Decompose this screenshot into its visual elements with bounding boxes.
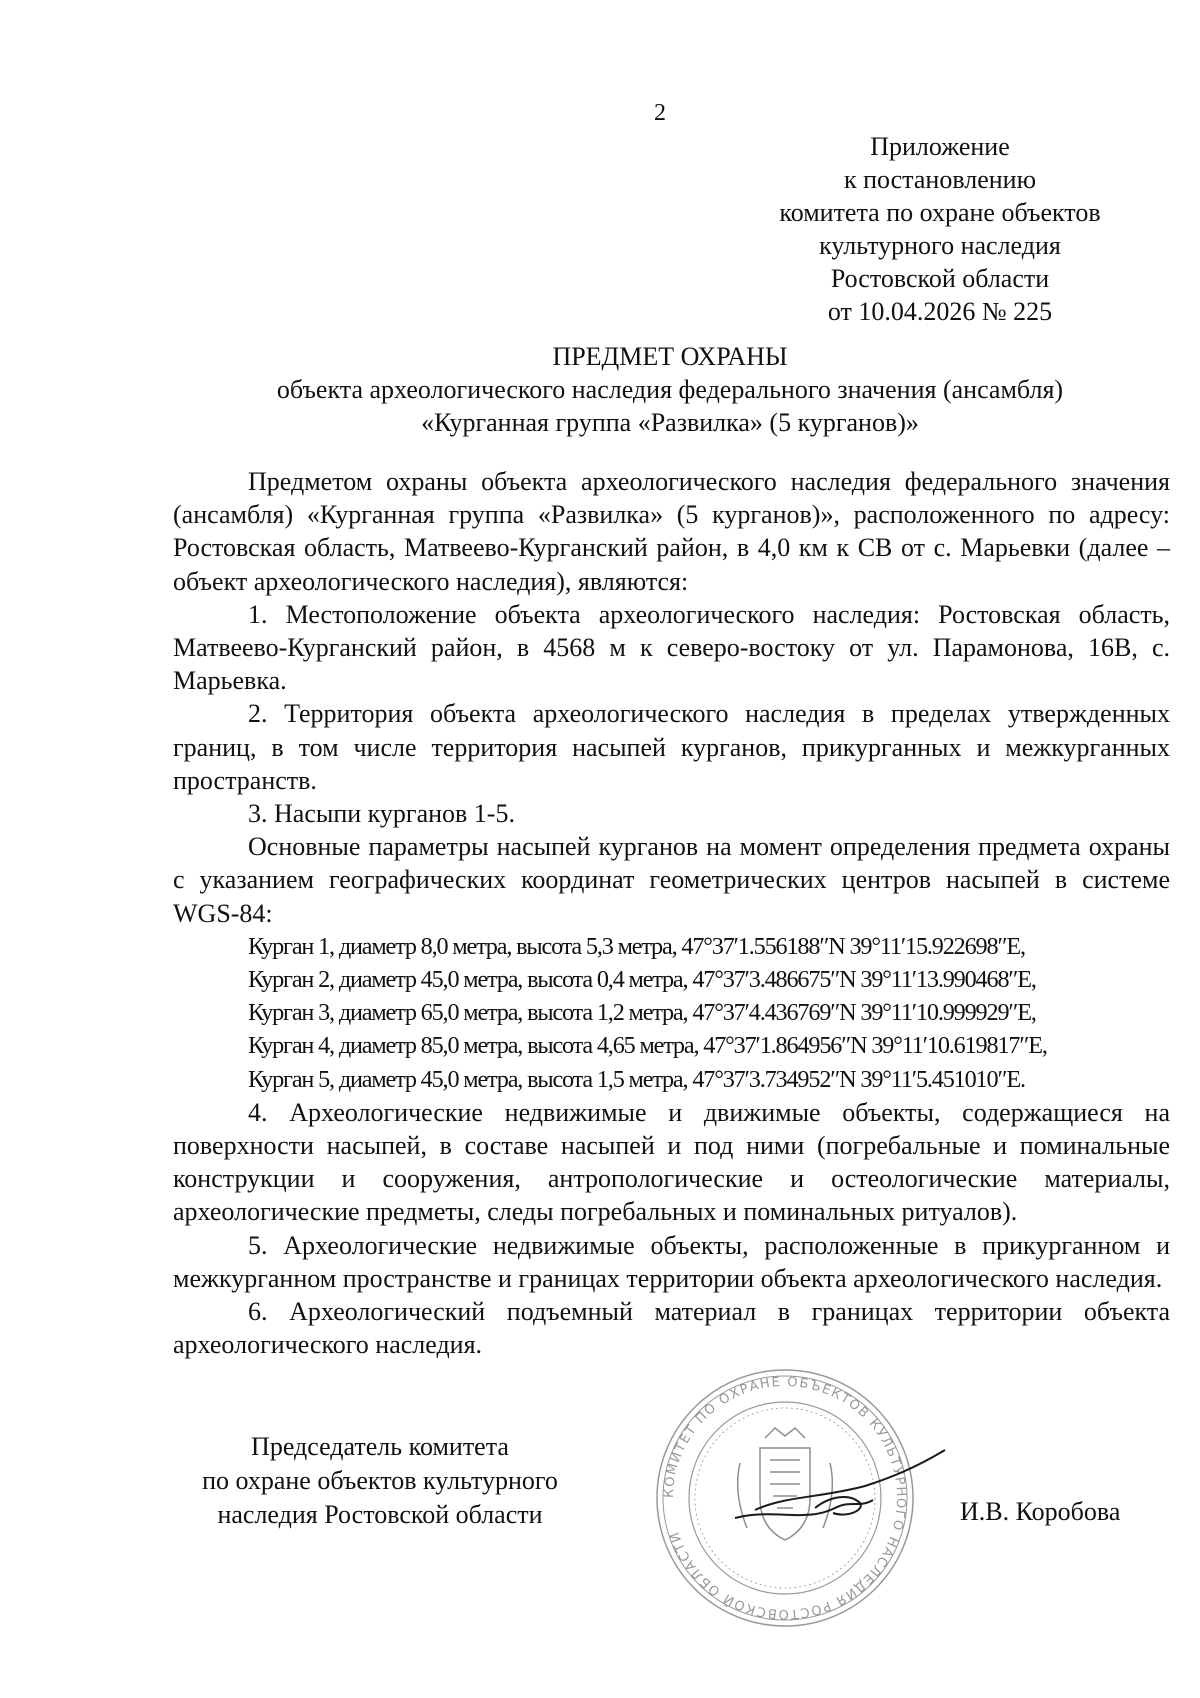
title-subtitle: объекта археологического наследия федерального значения (ансамбля) — [276, 375, 1064, 404]
stamp-ring-text: КОМИТЕТ ПО ОХРАНЕ ОБЪЕКТОВ КУЛЬТУРНОГО НАСЛЕДИЯ РОСТОВСКОЙ ОБЛАСТИ — [661, 1374, 909, 1622]
mound-line: Курган 1, диаметр 8,0 метра, высота 5,3 метра, 47°37′1.556188″N 39°11′15.922698″E, — [248, 932, 1025, 960]
mound-params-intro: Основные параметры насыпей курганов на момент определения предмета охраны с указанием географических координат геометрических центров насыпей в системе WGS-84: — [173, 832, 1170, 928]
mound-line: Курган 2, диаметр 45,0 метра, высота 0,4 метра, 47°37′3.486675″N 39°11′13.990468″E, — [248, 966, 1036, 994]
intro-paragraph: Предметом охраны объекта археологического наследия федерального значения (ансамбля) «Курганная группа «Развилка» (5 курганов)», расположенного по адресу: Ростовская область, Матвеево-Курганский район, в 4,0 км к СВ от с. Марьевки (далее – объект археологического наследия), являются: — [173, 467, 1170, 596]
mound-line: Курган 5, диаметр 45,0 метра, высота 1,5 метра, 47°37′3.734952″N 39°11′5.451010″E. — [248, 1065, 1025, 1093]
title-object-name: «Курганная группа «Развилка» (5 курганов)» — [421, 408, 919, 437]
appendix-line: к постановлению — [843, 165, 1037, 194]
signatory-position-line: по охране объектов культурного — [202, 1466, 558, 1495]
title-heading: ПРЕДМЕТ ОХРАНЫ — [552, 342, 788, 371]
official-stamp — [615, 1368, 955, 1628]
mound-line: Курган 3, диаметр 65,0 метра, высота 1,2 метра, 47°37′4.436769″N 39°11′10.999929″E, — [248, 999, 1036, 1027]
item-immovable-objects: 5. Археологические недвижимые объекты, расположенные в прикурганном и межкурганном пространстве и границах территории объекта археологического наследия. — [173, 1230, 1170, 1293]
appendix-header — [760, 130, 1120, 328]
appendix-line: Приложение — [870, 132, 1010, 161]
signatory-position-line: наследия Ростовской области — [217, 1500, 543, 1529]
item-objects: 4. Археологические недвижимые и движимые объекты, содержащиеся на поверхности насыпей, в составе насыпей и под ними (погребальные и поминальные конструкции и сооружения, антропологические и остеологические материалы, археологические предметы, следы погребальных и поминальных ритуалов). — [173, 1097, 1170, 1227]
item-location: 1. Местоположение объекта археологического наследия: Ростовская область, Матвеево-Курганский район, в 4568 м к северо-востоку от ул. Парамонова, 16В, с. Марьевка. — [173, 599, 1170, 696]
appendix-date-number: от 10.04.2026 № 225 — [827, 297, 1053, 326]
item-territory: 2. Территория объекта археологического наследия в пределах утвержденных границ, в том числе территория насыпей курганов, прикурганных и межкурганных пространств. — [173, 699, 1170, 795]
signature-scribble — [735, 1450, 945, 1518]
document-title — [175, 340, 1165, 439]
appendix-line: Ростовской области — [830, 264, 1050, 293]
item-mounds: 3. Насыпи курганов 1-5. — [248, 799, 515, 829]
signatory-name: И.В. Коробова — [960, 1497, 1121, 1526]
page-number: 2 — [654, 100, 666, 126]
signatory-position — [170, 1430, 590, 1532]
appendix-line: культурного наследия — [819, 231, 1061, 260]
signatory-position-line: Председатель комитета — [251, 1432, 509, 1461]
coat-of-arms-icon — [738, 1428, 833, 1540]
appendix-line: комитета по охране объектов — [779, 198, 1101, 227]
document-body — [173, 465, 1170, 1361]
mound-line: Курган 4, диаметр 85,0 метра, высота 4,65 метра, 47°37′1.864956″N 39°11′10.619817″E, — [248, 1032, 1047, 1060]
item-surface-material: 6. Археологический подъемный материал в границах территории объекта археологического наследия. — [173, 1297, 1170, 1360]
